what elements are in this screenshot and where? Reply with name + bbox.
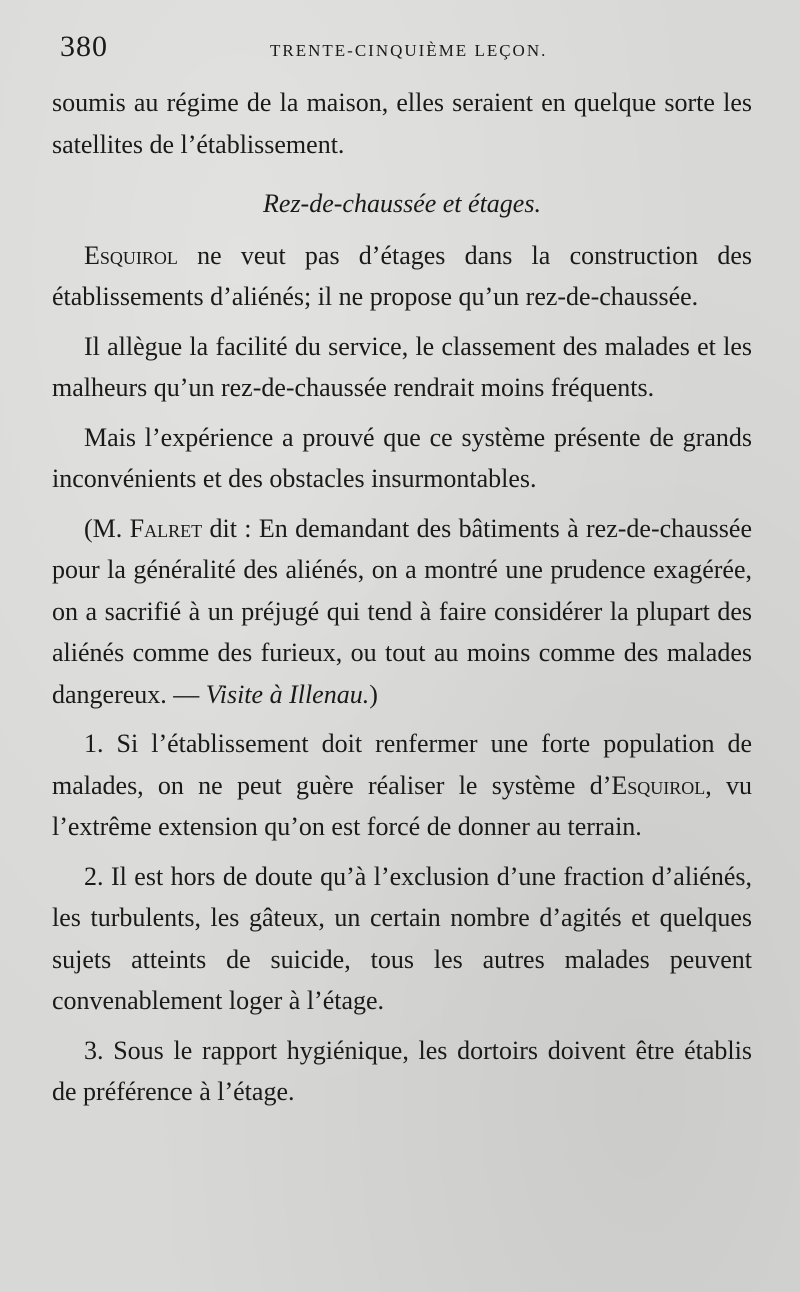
paragraph-text: ne veut pas d’étages dans la construction des établissements d’aliénés; il ne propose qu’un rez-de-chaussée. (52, 240, 752, 311)
numbered-point-2: 2. Il est hors de doute qu’à l’exclusion d’une fraction d’aliénés, les turbulents, les gâteux, un certain nombre d’agités et quelques sujets atteints de suicide, tous les autres malades peuvent convenablement loger à l’étage. (52, 861, 752, 1015)
body-text (52, 82, 752, 1113)
paragraph-text: 1. Si l’établissement doit renfermer une forte population de malades, on ne peut guère réaliser le système d’ (52, 729, 752, 800)
paragraph-text: (M. (84, 513, 130, 543)
page-number: 380 (60, 30, 108, 63)
author-name-esquirol: Esquirol (84, 240, 178, 270)
section-heading: Rez-de-chaussée et étages. (263, 189, 541, 218)
numbered-point-1 (52, 723, 752, 848)
paragraph-text: dit : En demandant des bâtiments à rez-de-chaussée pour la généralité des aliénés, on a montré une prudence exagérée, on a sacrifié à un préjugé qui tend à faire considérer la plupart des aliénés comme des furieux, ou tout au moins comme des malades dangereux. — (52, 513, 752, 709)
page-header (52, 30, 752, 82)
continuation-paragraph: soumis au régime de la maison, elles seraient en quelque sorte les satellites de l’établissement. (52, 88, 752, 159)
paragraph-esquirol (52, 235, 752, 318)
citation-title: Visite à Illenau. (205, 679, 370, 709)
paragraph-allegue: Il allègue la facilité du service, le classement des malades et les malheurs qu’un rez-de-chaussée rendrait moins fréquents. (52, 331, 752, 402)
paragraph-text: ) (369, 679, 378, 709)
author-name-falret: Falret (129, 513, 203, 543)
running-head: TRENTE-CINQUIÈME LEÇON. (270, 41, 548, 60)
paragraph-falret (52, 508, 752, 716)
paragraph-experience: Mais l’expérience a prouvé que ce système présente de grands inconvénients et des obstacles insurmontables. (52, 422, 752, 493)
paragraph-text: , vu l’extrême extension qu’on est forcé de donner au terrain. (52, 770, 752, 841)
author-name-esquirol: Esquirol (611, 770, 706, 800)
numbered-point-3: 3. Sous le rapport hygiénique, les dortoirs doivent être établis de préférence à l’étage. (52, 1035, 752, 1106)
